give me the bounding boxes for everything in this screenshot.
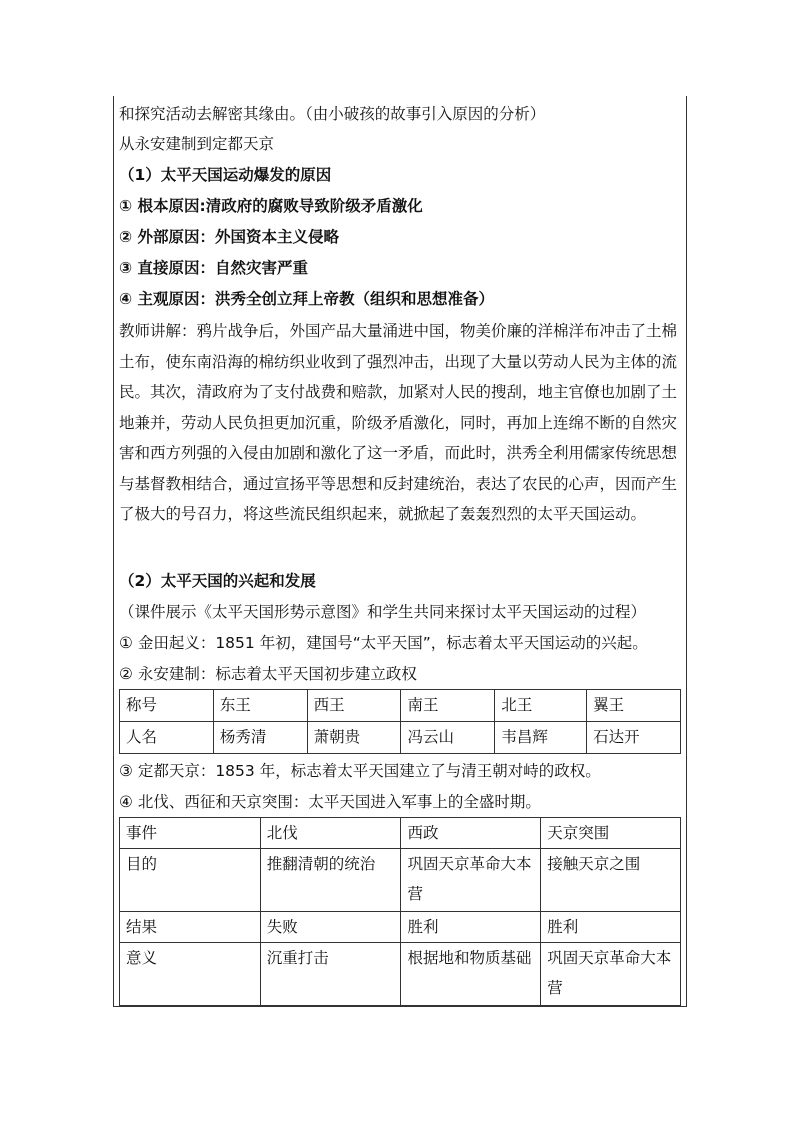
table-cell: 南王: [401, 690, 495, 722]
table-cell: 人名: [120, 722, 214, 754]
kings-table: [119, 689, 681, 754]
table-cell: 西王: [307, 690, 401, 722]
cause-direct: ③ 直接原因：自然灾害严重: [119, 259, 309, 277]
table-cell: 称号: [120, 690, 214, 722]
lecture-paragraph: 教师讲解：鸦片战争后，外国产品大量涌进中国，物美价廉的洋棉洋布冲击了土棉土布，使东南沿海的棉纺织业收到了强烈冲击，出现了大量以劳动人民为主体的流民。其次，清政府为了支付战费和赔款，加紧对人民的搜刮，地主官僚也加剧了土地兼并，劳动人民负担更加沉重，阶级矛盾激化，同时，再加上连绵不断的自然灾害和西方列强的入侵由加剧和激化了这一矛盾，而此时，洪秀全利用儒家传统思想与基督教相结合，通过宣扬平等思想和反封建统治，表达了农民的心声，因而产生了极大的号召力，将这些流民组织起来，就掀起了轰轰烈烈的太平天国运动。: [119, 322, 678, 523]
table-row: [120, 943, 681, 1006]
step-yongan: ② 永安建制：标志着太平天国初步建立政权: [119, 665, 417, 683]
table-cell: 东王: [213, 690, 307, 722]
table-cell: 巩固天京革命大本营: [401, 849, 541, 912]
step-jintian: ① 金田起义：1851 年初，建国号“太平天国”，标志着太平天国运动的兴起。: [119, 634, 648, 652]
table-cell: 推翻清朝的统治: [260, 849, 401, 912]
courseware-note: （课件展示《太平天国形势示意图》和学生共同来探讨太平天国运动的过程）: [119, 603, 647, 621]
table-header: 北伐: [260, 818, 401, 849]
sub2-title: （2）太平天国的兴起和发展: [119, 572, 316, 590]
table-cell: 巩固天京革命大本营: [541, 943, 681, 1006]
table-header: 天京突围: [541, 818, 681, 849]
sub1-title: （1）太平天国运动爆发的原因: [119, 166, 332, 184]
table-cell: 萧朝贵: [307, 722, 401, 754]
events-table: [119, 817, 681, 1006]
table-header: 事件: [120, 818, 261, 849]
table-header-row: [120, 818, 681, 849]
section-title: 从永安建制到定都天京: [119, 135, 275, 153]
table-cell: 意义: [120, 943, 261, 1006]
table-row: [120, 722, 681, 754]
table-cell: 目的: [120, 849, 261, 912]
cause-external: ② 外部原因：外国资本主义侵略: [119, 228, 340, 246]
table-cell: 石达开: [587, 722, 681, 754]
table-cell: 胜利: [401, 912, 541, 943]
table-cell: 沉重打击: [260, 943, 401, 1006]
table-cell: 北王: [495, 690, 587, 722]
table-row: [120, 690, 681, 722]
cause-root: ① 根本原因:清政府的腐败导致阶级矛盾激化: [119, 197, 423, 215]
table-cell: 胜利: [541, 912, 681, 943]
table-cell: 翼王: [587, 690, 681, 722]
table-row: [120, 849, 681, 912]
intro-line: 和探究活动去解密其缘由。（由小破孩的故事引入原因的分析）: [119, 105, 546, 123]
step-tianjing: ③ 定都天京：1853 年，标志着太平天国建立了与清王朝对峙的政权。: [119, 762, 601, 780]
table-cell: 杨秀清: [213, 722, 307, 754]
cause-subjective: ④ 主观原因：洪秀全创立拜上帝教（组织和思想准备）: [119, 290, 495, 308]
table-cell: 根据地和物质基础: [401, 943, 541, 1006]
step-northern-expedition: ④ 北伐、西征和天京突围：太平天国进入军事上的全盛时期。: [119, 793, 541, 811]
table-cell: 冯云山: [401, 722, 495, 754]
table-cell: 接触天京之围: [541, 849, 681, 912]
table-cell: 韦昌辉: [495, 722, 587, 754]
table-cell: 失败: [260, 912, 401, 943]
table-row: [120, 912, 681, 943]
table-cell: 结果: [120, 912, 261, 943]
table-header: 西政: [401, 818, 541, 849]
